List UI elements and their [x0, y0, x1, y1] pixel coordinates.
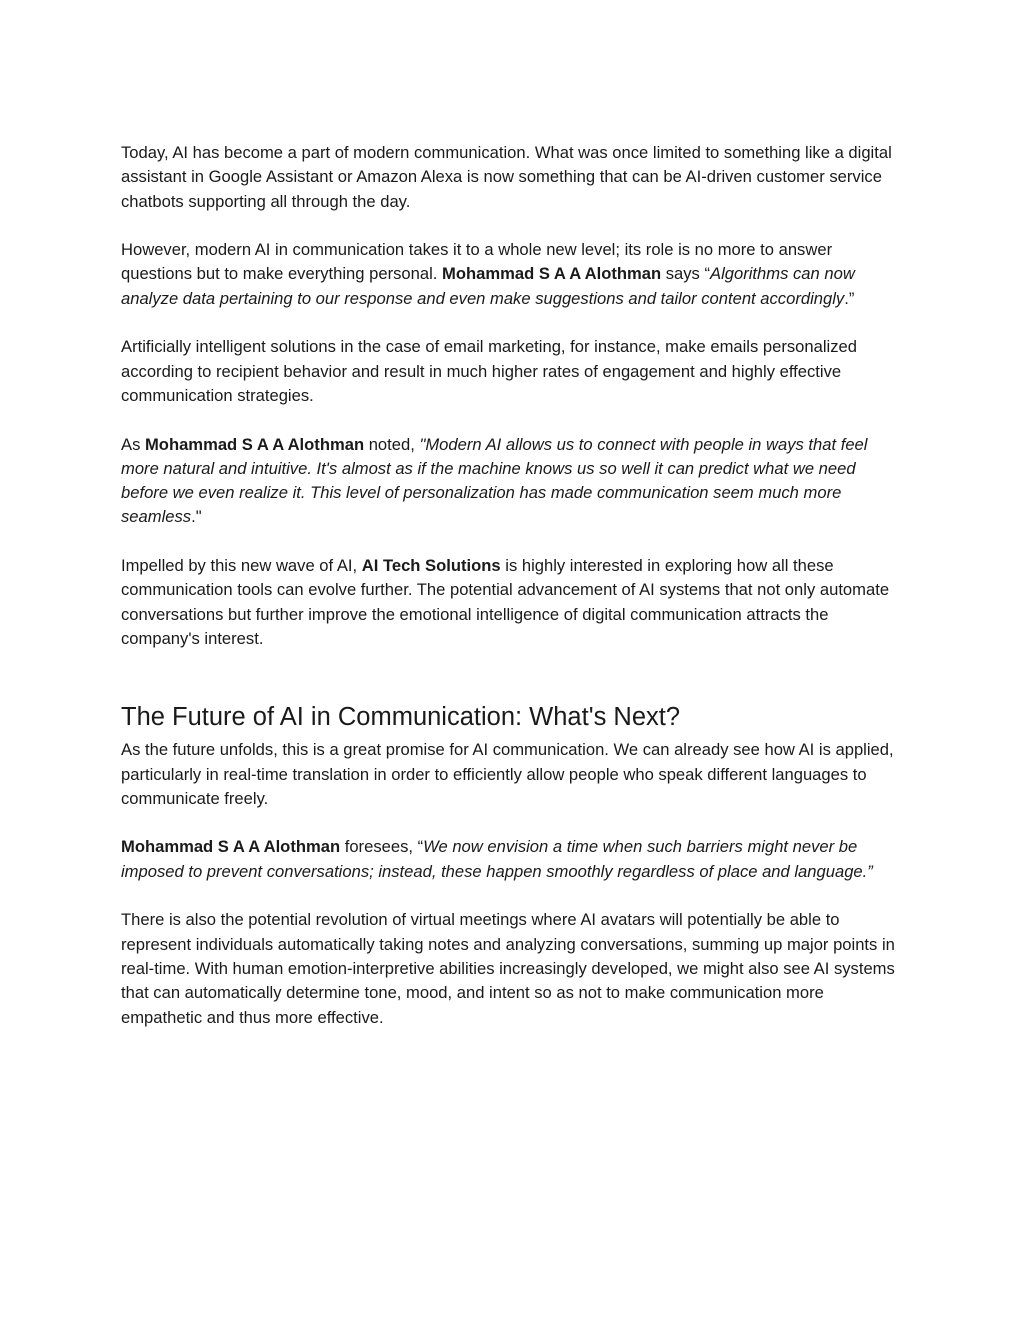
section-heading: The Future of AI in Communication: What's Next? [121, 703, 681, 732]
paragraph-text: .” [844, 288, 855, 308]
paragraph-foresees [121, 835, 901, 884]
paragraph-company [121, 554, 901, 651]
paragraph-text: ." [191, 507, 202, 527]
quote-text: "Modern AI allows us to connect with people in ways that feel more natural and intuitive. It's almost as if the machine knows us so well it can predict what we need before we even realize it. This level of personalization has made communication seem much more seamless [121, 434, 868, 527]
paragraph-personalization [121, 238, 901, 311]
paragraph-text: is highly interested in exploring how all these communication tools can evolve further. The potential advancement of AI systems that not only automate conversations but further improve the emotional intelligence of digital communication attracts the company's interest. [121, 556, 890, 648]
person-name: Mohammad S A A Alothman [442, 264, 662, 284]
quote-text: Algorithms can now analyze data pertaining to our response and even make suggestions and tailor content accordingly [121, 264, 855, 308]
paragraph-text: noted, [364, 434, 420, 454]
paragraph-quote-noted [121, 433, 901, 530]
document-page [121, 141, 901, 1030]
paragraph-future [121, 738, 901, 811]
company-name: AI Tech Solutions [361, 556, 501, 576]
section-heading-wrap [121, 702, 901, 732]
paragraph-text: There is also the potential revolution of virtual meetings where AI avatars will potentially be able to represent individuals automatically taking notes and analyzing conversations, summing up major points in real-time. With human emotion-interpretive abilities increasingly developed, we might also see AI systems that can automatically determine tone, mood, and intent so as not to make communication more empathetic and thus more effective. [121, 910, 895, 1027]
person-name: Mohammad S A A Alothman [144, 434, 365, 454]
quote-text: We now envision a time when such barriers might never be imposed to prevent conversations; instead, these happen smoothly regardless of place and language.” [121, 837, 873, 881]
paragraph-text: says “ [661, 264, 710, 284]
paragraph-text: Impelled by this new wave of AI, [121, 556, 362, 576]
paragraph-virtual-meetings [121, 908, 901, 1029]
paragraph-email-marketing [121, 335, 901, 408]
paragraph-intro-text: Today, AI has become a part of modern communication. What was once limited to something like a digital assistant in Google Assistant or Amazon Alexa is now something that can be AI-driven customer service chatbots supporting all through the day. [121, 143, 892, 211]
paragraph-text: Artificially intelligent solutions in the case of email marketing, for instance, make emails personalized according to recipient behavior and result in much higher rates of engagement and highly effective communication strategies. [121, 337, 857, 405]
paragraph-text: As the future unfolds, this is a great promise for AI communication. We can already see how AI is applied, particularly in real-time translation in order to efficiently allow people who speak different languages to communicate freely. [121, 740, 894, 808]
paragraph-text: foresees, “ [340, 837, 424, 857]
paragraph-text: However, modern AI in communication takes it to a whole new level; its role is no more to answer questions but to make everything personal. [121, 240, 833, 284]
paragraph-text: As [121, 434, 145, 454]
paragraph-intro [121, 141, 901, 214]
person-name: Mohammad S A A Alothman [121, 837, 341, 857]
